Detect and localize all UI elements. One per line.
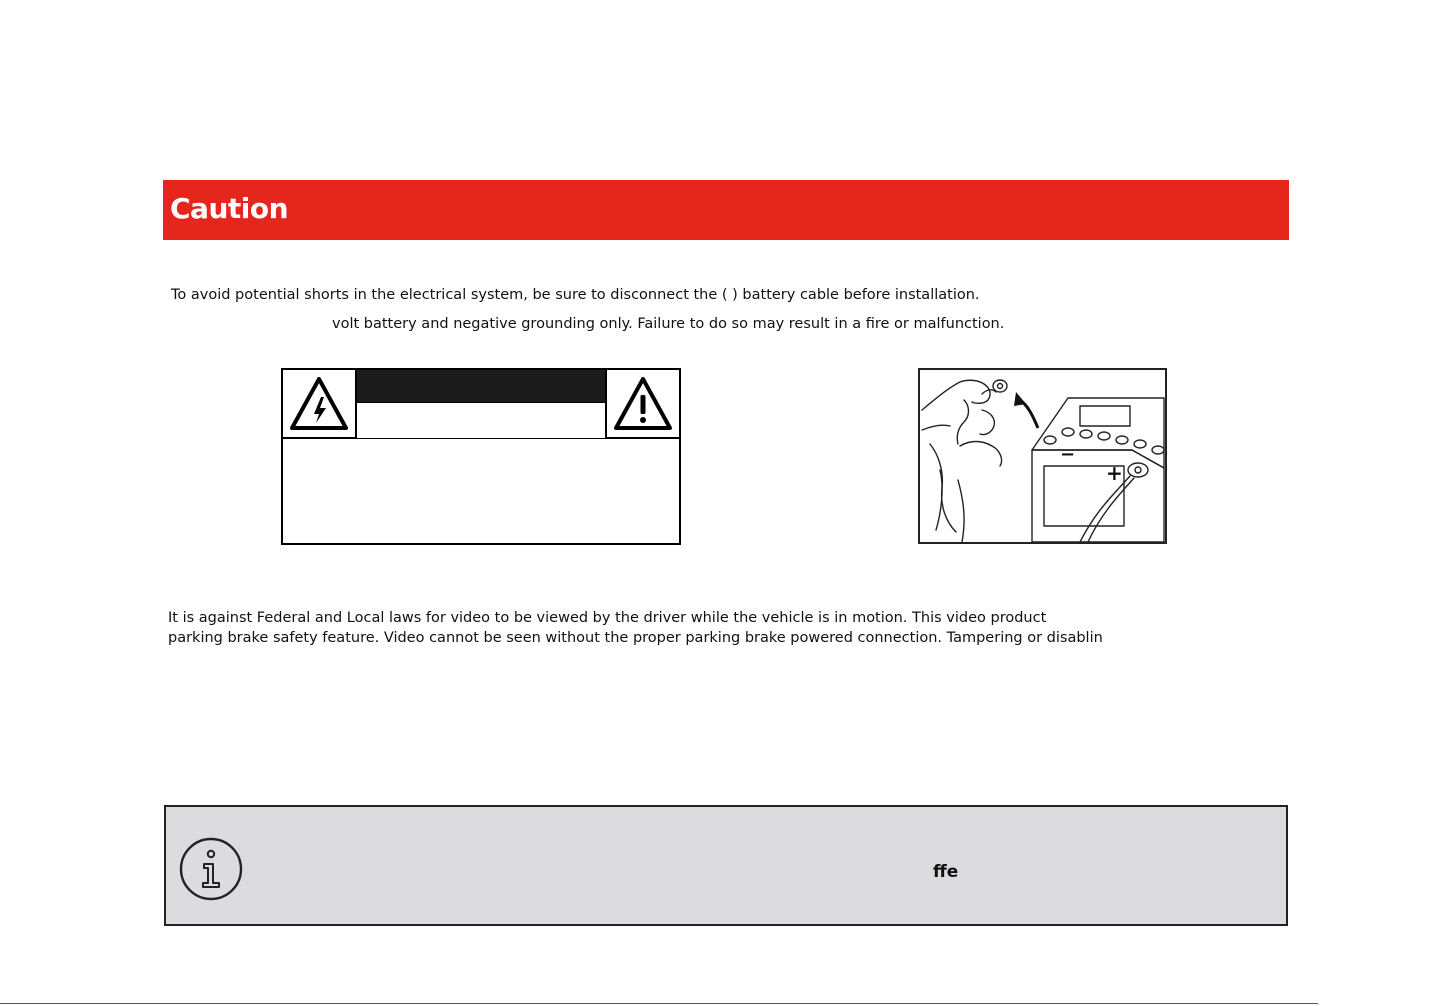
info-note-box	[164, 805, 1288, 926]
exclamation-warning-icon	[607, 370, 679, 437]
section-title: Caution	[170, 192, 289, 225]
info-text-fragment: ffe	[933, 862, 959, 882]
warning-label-header	[283, 370, 679, 439]
section-header-bar	[163, 180, 1289, 240]
electric-shock-warning-icon	[283, 370, 355, 437]
law-text-line-2: parking brake safety feature. Video cannot be seen without the proper parking brake powered connection. Tampering or disablin	[168, 630, 1103, 646]
law-text-line-1: It is against Federal and Local laws for video to be viewed by the driver while the vehicle is in motion. This video product	[168, 610, 1047, 626]
info-icon	[179, 837, 243, 901]
negative-terminal-mark: −	[1060, 444, 1076, 465]
warning-label-left-cell	[283, 370, 357, 437]
battery-disconnect-illustration	[918, 368, 1167, 544]
warning-label	[281, 368, 681, 545]
warning-label-white-band	[357, 402, 605, 438]
page-bottom-rule	[0, 1003, 1318, 1004]
battery-illustration-drawing	[920, 370, 1165, 542]
caution-text-line-1: To avoid potential shorts in the electrical system, be sure to disconnect the ( ) battery cable before installation.	[171, 287, 980, 303]
caution-text-line-2: volt battery and negative grounding only. Failure to do so may result in a fire or malfunction.	[332, 316, 1005, 332]
warning-label-right-cell	[605, 370, 679, 437]
positive-terminal-mark: +	[1106, 461, 1123, 485]
warning-label-black-band	[357, 370, 605, 402]
